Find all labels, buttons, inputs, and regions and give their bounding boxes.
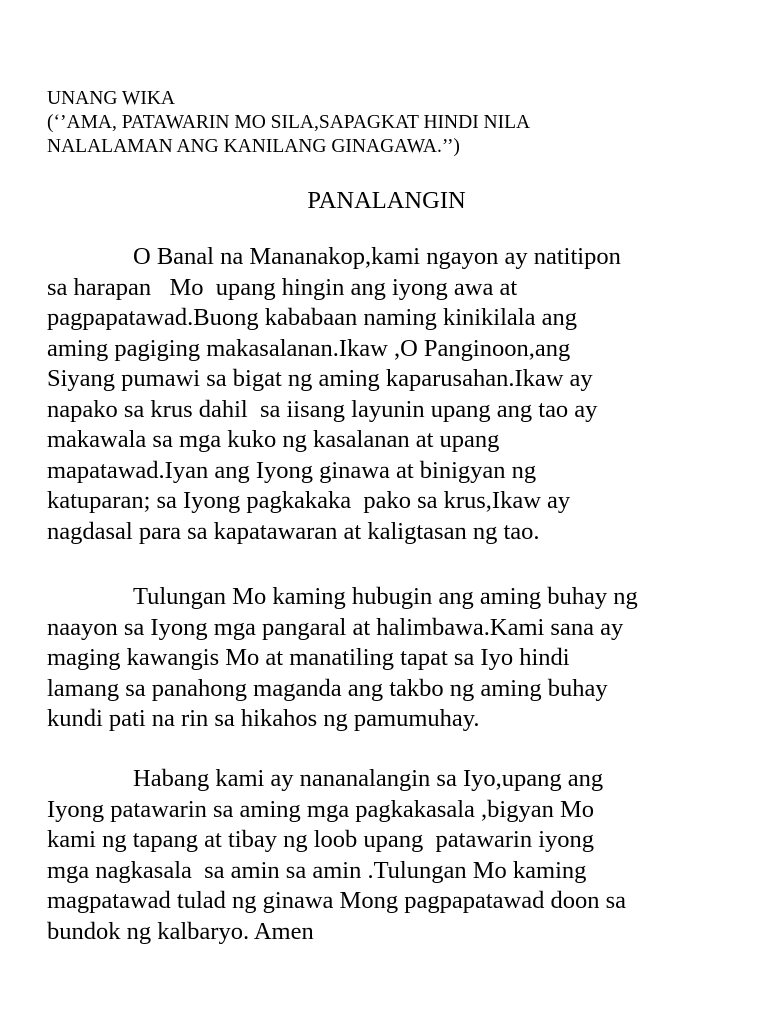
paragraph-line: Habang kami ay nananalangin sa Iyo,upang ang (133, 765, 604, 792)
header-line: UNANG WIKA (47, 88, 175, 109)
paragraph-line: sa harapan Mo upang hingin ang iyong awa at (47, 273, 518, 301)
document-header (47, 87, 727, 159)
paragraph-line: Siyang pumawi sa bigat ng aming kaparusahan.Ikaw ay (47, 365, 593, 392)
paragraph-line: Tulungan Mo kaming hubugin ang aming buhay ng (133, 583, 638, 610)
paragraph-line: kundi pati na rin sa hikahos ng pamumuhay. (47, 705, 480, 732)
paragraph-line: kami ng tapang at tibay ng loob upang patawarin iyong (47, 826, 595, 853)
paragraph-line: bundok ng kalbaryo. Amen (47, 917, 314, 945)
paragraph-line: naayon sa Iyong mga pangaral at halimbawa.Kami sana ay (47, 613, 624, 641)
paragraph-line: aming pagiging makasalanan.Ikaw ,O Panginoon,ang (47, 334, 571, 362)
paragraph-3 (47, 764, 737, 947)
paragraph-line: lamang sa panahong maganda ang takbo ng aming buhay (47, 674, 608, 702)
document-title (0, 185, 768, 217)
paragraph-1 (47, 242, 737, 547)
paragraph-line: nagdasal para sa kapatawaran at kaligtasan ng tao. (47, 517, 540, 545)
paragraph-line: makawala sa mga kuko ng kasalanan at upang (47, 426, 500, 453)
paragraph-2 (47, 582, 737, 735)
paragraph-line: magpatawad tulad ng ginawa Mong pagpapatawad doon sa (47, 887, 626, 914)
paragraph-line: napako sa krus dahil sa iisang layunin upang ang tao ay (47, 395, 598, 423)
paragraph-line: maging kawangis Mo at manatiling tapat sa Iyo hindi (47, 644, 570, 671)
header-line: (‘’AMA, PATAWARIN MO SILA,SAPAGKAT HINDI NILA (47, 112, 531, 133)
paragraph-line: O Banal na Mananakop,kami ngayon ay natitipon (133, 243, 621, 270)
header-line: NALALAMAN ANG KANILANG GINAGAWA.’’) (47, 136, 460, 157)
paragraph-line: mga nagkasala sa amin sa amin .Tulungan Mo kaming (47, 856, 587, 884)
document-title-text: PANALANGIN (307, 187, 466, 214)
paragraph-line: mapatawad.Iyan ang Iyong ginawa at binigyan ng (47, 456, 537, 484)
paragraph-line: katuparan; sa Iyong pagkakaka pako sa krus,Ikaw ay (47, 487, 571, 514)
paragraph-line: Iyong patawarin sa aming mga pagkakasala ,bigyan Mo (47, 795, 595, 823)
paragraph-line: pagpapatawad.Buong kababaan naming kinikilala ang (47, 304, 577, 331)
